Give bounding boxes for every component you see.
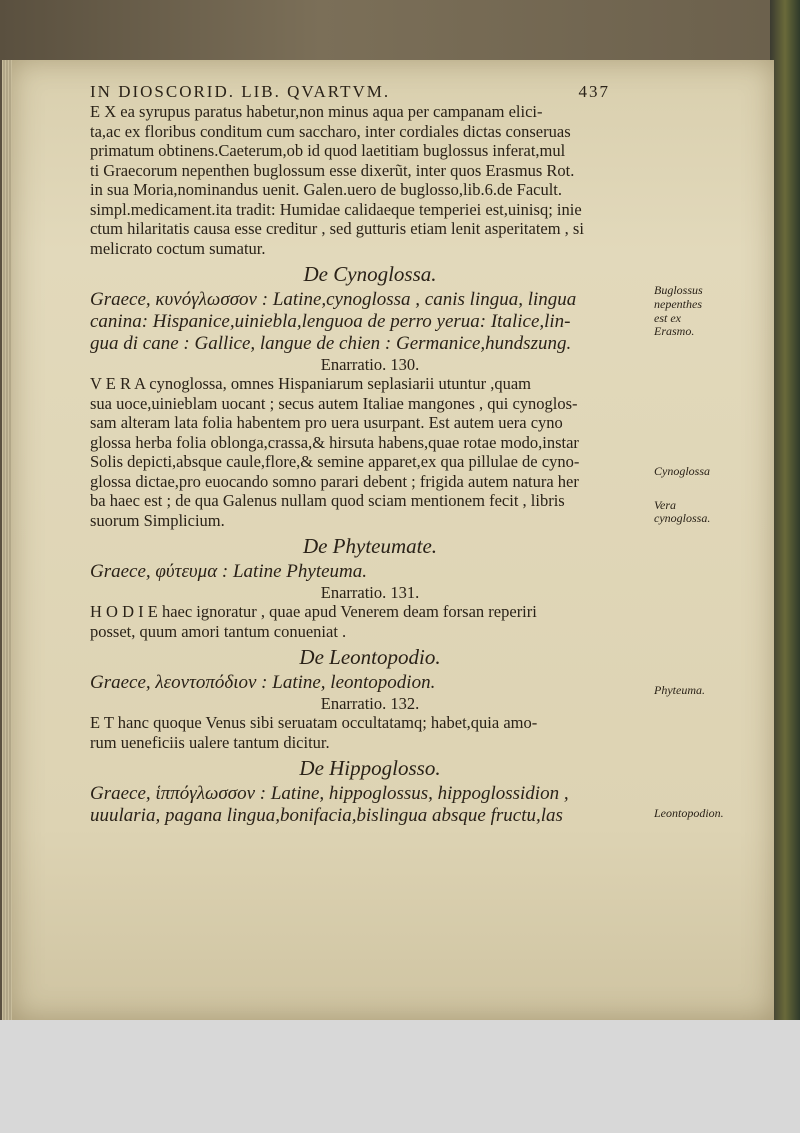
text-line: melicrato coctum sumatur. bbox=[90, 238, 266, 258]
paragraph-cynoglossa bbox=[90, 374, 650, 530]
names-phyteuma: Graece, φύτευμα : Latine Phyteuma. bbox=[90, 561, 368, 582]
names-cynoglossa bbox=[90, 289, 650, 355]
text-line: E X ea syrupus paratus habetur,non minus aqua per campanam elici- bbox=[90, 102, 543, 121]
margin-note: est ex Erasmo. bbox=[654, 311, 695, 338]
header-title: IN DIOSCORID. LIB. QVARTVM. bbox=[90, 82, 391, 101]
text-line: rum ueneficiis ualere tantum dicitur. bbox=[90, 732, 330, 752]
text-line: glossa dictae,pro euocando somno parari debent ; frigida autem natura her bbox=[90, 471, 579, 491]
paragraph-buglossus bbox=[90, 102, 650, 258]
names-leontopodio: Graece, λεοντοπόδιον : Latine, leontopodion. bbox=[90, 672, 436, 693]
margin-note: Cynoglossa bbox=[654, 464, 711, 478]
names-hippoglosso bbox=[90, 783, 650, 827]
paragraph-phyteuma bbox=[90, 602, 650, 641]
text-line: ta,ac ex floribus conditum cum saccharo, inter cordiales dictas conseruas bbox=[90, 121, 571, 141]
text-line: posset, quum amori tantum conueniat . bbox=[90, 621, 347, 641]
page-body bbox=[90, 72, 650, 827]
text-line: uuularia, pagana lingua,bonifacia,bislingua absque fructu,las bbox=[90, 805, 563, 826]
enarratio-130: Enarratio. 130. bbox=[320, 355, 420, 374]
text-line: sam alteram lata folia habentem pro uera usurpant. Est autem uera cyno bbox=[90, 413, 563, 432]
heading-cynoglossa: De Cynoglossa. bbox=[303, 262, 437, 286]
text-line: ba haec est ; de qua Galenus nullam quod sciam mentionem fecit , libris bbox=[90, 491, 565, 510]
margin-note: Leontopodion. bbox=[654, 806, 724, 820]
heading-phyteuma: De Phyteumate. bbox=[302, 534, 438, 558]
enarratio-131: Enarratio. 131. bbox=[320, 583, 420, 602]
running-header bbox=[90, 72, 610, 102]
scan-background bbox=[0, 1020, 800, 1133]
margin-note: Vera cynoglossa. bbox=[654, 498, 711, 525]
page-number: 437 bbox=[578, 82, 610, 101]
text-line: Graece, κυνόγλωσσον : Latine,cynoglossa , canis lingua, lingua bbox=[90, 289, 577, 310]
text-line: V E R A cynoglossa, omnes Hispaniarum seplasiarii utuntur ,quam bbox=[90, 374, 532, 393]
text-line: ctum hilaritatis causa esse creditur , sed gutturis etiam lenit asperitatem , si bbox=[90, 219, 584, 238]
margin-note: nepenthes bbox=[654, 297, 702, 311]
text-line: suorum Simplicium. bbox=[90, 510, 225, 530]
text-line: canina: Hispanice,uiniebla,lenguoa de perro yerua: Italice,lin- bbox=[90, 311, 571, 332]
text-line: Solis depicti,absque caule,flore,& semine apparet,ex qua pillulae de cyno- bbox=[90, 452, 580, 471]
binding-edge bbox=[770, 0, 800, 1133]
text-line: ti Graecorum nepenthen buglossum esse dixerũt, inter quos Erasmus Rot. bbox=[90, 160, 575, 180]
text-line: gua di cane : Gallice, langue de chien : Germanice,hundszung. bbox=[90, 333, 572, 354]
margin-note: Buglossus bbox=[654, 283, 703, 297]
heading-hippoglosso: De Hippoglosso. bbox=[299, 756, 441, 780]
margin-note: Phyteuma. bbox=[654, 683, 705, 697]
heading-leontopodio: De Leontopodio. bbox=[299, 645, 441, 669]
text-line: glossa herba folia oblonga,crassa,& hirsuta habens,quae rotae modo,instar bbox=[90, 432, 579, 452]
text-line: E T hanc quoque Venus sibi seruatam occultatamq; habet,quia amo- bbox=[90, 713, 538, 732]
text-line: Graece, ἱππόγλωσσον : Latine, hippoglossus, hippoglossidion , bbox=[90, 783, 569, 804]
text-line: primatum obtinens.Caeterum,ob id quod laetitiam buglossus inferat,mul bbox=[90, 141, 566, 160]
text-line: in sua Moria,nominandus uenit. Galen.uero de buglosso,lib.6.de Facult. bbox=[90, 180, 563, 199]
enarratio-132: Enarratio. 132. bbox=[320, 694, 420, 713]
text-line: simpl.medicament.ita tradit: Humidae calidaeque temperiei est,uinisq; inie bbox=[90, 199, 582, 219]
text-line: sua uoce,uinieblam uocant ; secus autem Italiae mangones , qui cynoglos- bbox=[90, 393, 578, 413]
text-line: H O D I E haec ignoratur , quae apud Venerem deam forsan reperiri bbox=[90, 602, 537, 621]
paragraph-leontopodio bbox=[90, 713, 650, 752]
